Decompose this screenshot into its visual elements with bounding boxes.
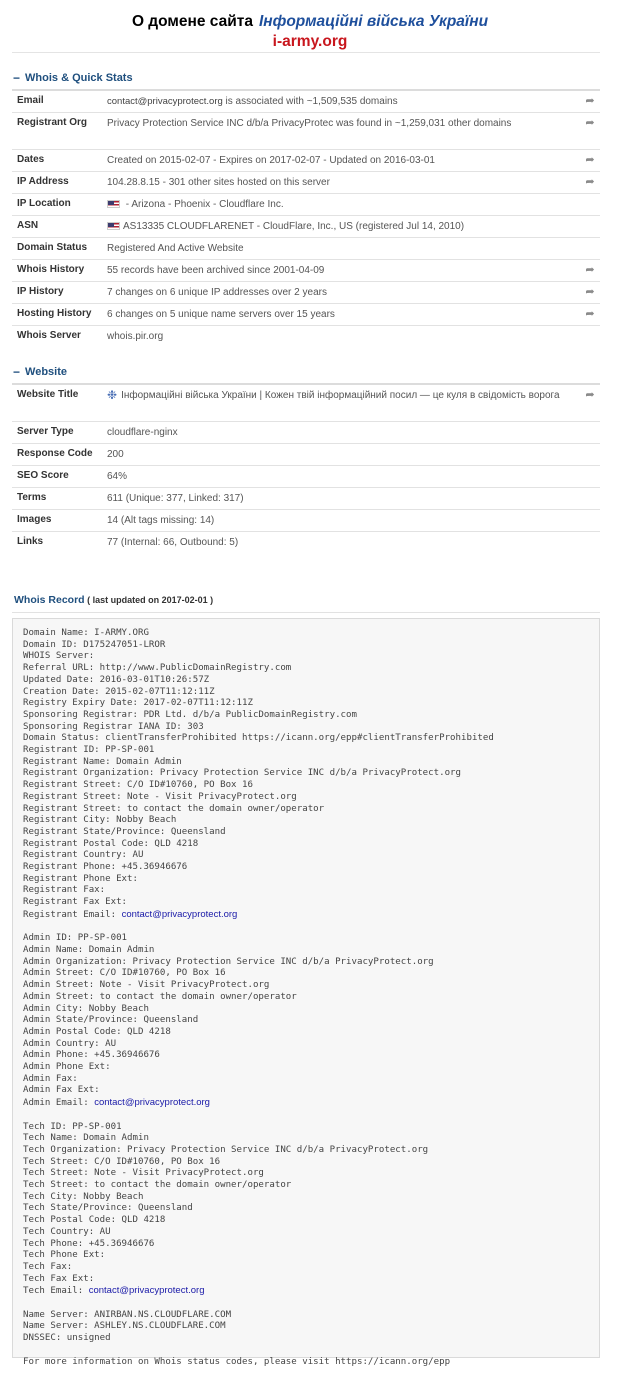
- share-arrow-icon: [580, 465, 600, 487]
- table-row: [12, 149, 600, 171]
- whois-line: Admin Postal Code: QLD 4218: [23, 1026, 171, 1037]
- whois-line: Admin Phone Ext:: [23, 1062, 111, 1073]
- share-arrow-icon[interactable]: ➦: [580, 259, 600, 281]
- whois-line: Tech Street: C/O ID#10760, PO Box 16: [23, 1156, 221, 1167]
- divider: [12, 52, 600, 53]
- whois-line: Admin Street: Note - Visit PrivacyProtect.org: [23, 980, 270, 991]
- whois-record-updated: ( last updated on 2017-02-01 ): [84, 595, 214, 605]
- section-title-whois: Whois & Quick Stats: [25, 72, 133, 84]
- row-value: 55 records have been archived since 2001-04-09: [107, 259, 580, 281]
- row-label: Registrant Org: [12, 112, 107, 149]
- row-value: 7 changes on 6 unique IP addresses over 2 years: [107, 281, 580, 303]
- share-arrow-icon[interactable]: ➦: [580, 90, 600, 112]
- table-row: [12, 531, 600, 553]
- table-row: [12, 384, 600, 421]
- divider: [12, 612, 600, 613]
- whois-line: For more information on Whois status codes, please visit https://icann.org/epp: [23, 1356, 451, 1367]
- table-row: [12, 303, 600, 325]
- whois-line: Registrant City: Nobby Beach: [23, 815, 177, 826]
- whois-line: Registrant Phone Ext:: [23, 873, 138, 884]
- row-label: IP Location: [12, 193, 107, 215]
- table-row: [12, 215, 600, 237]
- whois-line: Registrant Phone: +45.36946676: [23, 862, 188, 873]
- whois-line: Creation Date: 2015-02-07T11:12:11Z: [23, 686, 215, 697]
- share-arrow-icon[interactable]: ➦: [580, 171, 600, 193]
- whois-line: Registry Expiry Date: 2017-02-07T11:12:11Z: [23, 698, 253, 709]
- section-title-website: Website: [25, 366, 67, 378]
- row-label: Response Code: [12, 443, 107, 465]
- share-arrow-icon: [580, 215, 600, 237]
- table-row: [12, 465, 600, 487]
- table-row: [12, 325, 600, 347]
- whois-line: Domain Name: I-ARMY.ORG: [23, 628, 149, 638]
- site-favicon-icon: ❉: [107, 388, 118, 402]
- row-value: Privacy Protection Service INC d/b/a PrivacyProtec was found in ~1,259,031 other domains: [107, 112, 580, 149]
- row-value: cloudflare-nginx: [107, 421, 580, 443]
- site-domain: i-army.org: [272, 33, 348, 50]
- whois-line: Tech City: Nobby Beach: [23, 1191, 144, 1202]
- whois-email-link[interactable]: contact@privacyprotect.org: [94, 1097, 210, 1109]
- table-row: [12, 112, 600, 149]
- whois-stats-table: [12, 89, 600, 347]
- whois-email-link[interactable]: contact@privacyprotect.org: [88, 1285, 205, 1297]
- row-label: Server Type: [12, 421, 107, 443]
- whois-line: Registrant State/Province: Queensland: [23, 826, 226, 837]
- table-row: [12, 281, 600, 303]
- whois-line: Registrant Organization: Privacy Protection Service INC d/b/a PrivacyProtect.org: [23, 768, 461, 779]
- row-label: ASN: [12, 215, 107, 237]
- whois-line: Registrant Street: to contact the domain owner/operator: [23, 803, 325, 814]
- whois-line: Registrant Postal Code: QLD 4218: [23, 838, 199, 849]
- whois-line: Sponsoring Registrar IANA ID: 303: [23, 721, 204, 732]
- table-row: [12, 259, 600, 281]
- row-label: IP Address: [12, 171, 107, 193]
- whois-email-label: Registrant Email:: [23, 909, 122, 920]
- share-arrow-icon: [580, 531, 600, 553]
- row-value: Registered And Active Website: [107, 237, 580, 259]
- row-label: Images: [12, 509, 107, 531]
- whois-line: Registrant Country: AU: [23, 850, 144, 861]
- share-arrow-icon: [580, 443, 600, 465]
- share-arrow-icon[interactable]: ➦: [580, 112, 600, 149]
- whois-line: Registrant Street: Note - Visit PrivacyProtect.org: [23, 791, 297, 802]
- whois-record-text: [13, 619, 599, 1368]
- row-value: 104.28.8.15 - 301 other sites hosted on this server: [107, 171, 580, 193]
- whois-line: Admin Fax Ext:: [23, 1085, 100, 1096]
- whois-record-title: Whois Record ( last updated on 2017-02-01 ): [14, 594, 214, 606]
- row-label: Whois Server: [12, 325, 107, 347]
- whois-line: Tech Fax:: [23, 1261, 73, 1272]
- us-flag-icon: [107, 200, 120, 208]
- minus-icon: −: [13, 71, 21, 85]
- share-arrow-icon: [580, 487, 600, 509]
- whois-line: Tech Street: Note - Visit PrivacyProtect.org: [23, 1168, 264, 1179]
- share-arrow-icon: [580, 509, 600, 531]
- whois-line: Sponsoring Registrar: PDR Ltd. d/b/a PublicDomainRegistry.com: [23, 709, 357, 720]
- share-arrow-icon: [580, 193, 600, 215]
- minus-icon: −: [13, 365, 21, 379]
- row-value: contact@privacyprotect.org is associated with ~1,509,535 domains: [107, 90, 580, 112]
- whois-line: Tech Fax Ext:: [23, 1273, 95, 1284]
- whois-line: Referral URL: http://www.PublicDomainRegistry.com: [23, 663, 292, 674]
- whois-block: [23, 1357, 450, 1367]
- whois-line: Domain Status: clientTransferProhibited https://icann.org/epp#clientTransferProhibited: [23, 733, 494, 744]
- whois-line: Domain ID: D175247051-LROR: [23, 639, 166, 650]
- row-label: Website Title: [12, 384, 107, 421]
- row-value: ❉ Інформаційні війська України | Кожен твій інформаційний посил — це куля в свідомість ворога: [107, 384, 580, 421]
- whois-line: DNSSEC: unsigned: [23, 1333, 111, 1344]
- whois-line: Admin City: Nobby Beach: [23, 1003, 149, 1014]
- share-arrow-icon: [580, 421, 600, 443]
- page-header: [0, 12, 620, 52]
- whois-line: Admin Name: Domain Admin: [23, 944, 155, 955]
- whois-block: [23, 1122, 428, 1297]
- whois-line: WHOIS Server:: [23, 651, 95, 662]
- share-arrow-icon[interactable]: ➦: [580, 281, 600, 303]
- row-label: Domain Status: [12, 237, 107, 259]
- row-label: SEO Score: [12, 465, 107, 487]
- whois-line: Admin Organization: Privacy Protection Service INC d/b/a PrivacyProtect.org: [23, 956, 434, 967]
- table-row: [12, 443, 600, 465]
- share-arrow-icon: [580, 325, 600, 347]
- whois-line: Registrant ID: PP-SP-001: [23, 745, 155, 756]
- share-arrow-icon[interactable]: ➦: [580, 303, 600, 325]
- header-prefix: О домене сайта: [131, 13, 253, 30]
- share-arrow-icon: [580, 237, 600, 259]
- whois-line: Tech ID: PP-SP-001: [23, 1121, 122, 1132]
- whois-line: Admin Street: to contact the domain owner/operator: [23, 991, 297, 1002]
- whois-line: Admin State/Province: Queensland: [23, 1015, 199, 1026]
- whois-line: Tech Organization: Privacy Protection Service INC d/b/a PrivacyProtect.org: [23, 1144, 429, 1155]
- section-toggle-website[interactable]: [13, 365, 67, 379]
- whois-line: Registrant Street: C/O ID#10760, PO Box 16: [23, 780, 253, 791]
- section-toggle-whois[interactable]: [13, 71, 133, 85]
- row-value: 611 (Unique: 377, Linked: 317): [107, 487, 580, 509]
- row-value: 6 changes on 5 unique name servers over 15 years: [107, 303, 580, 325]
- row-value: AS13335 CLOUDFLARENET - CloudFlare, Inc., US (registered Jul 14, 2010): [107, 215, 580, 237]
- whois-record-box: [12, 618, 600, 1367]
- whois-line: Registrant Fax:: [23, 885, 106, 896]
- row-label: Dates: [12, 149, 107, 171]
- table-row: [12, 171, 600, 193]
- whois-line: Registrant Name: Domain Admin: [23, 756, 182, 767]
- whois-block: [23, 933, 434, 1108]
- whois-block: [23, 1310, 231, 1343]
- row-label: Links: [12, 531, 107, 553]
- whois-line: Admin Phone: +45.36946676: [23, 1050, 160, 1061]
- whois-line: Admin Country: AU: [23, 1038, 117, 1049]
- whois-line: Registrant Fax Ext:: [23, 897, 128, 908]
- row-value: 14 (Alt tags missing: 14): [107, 509, 580, 531]
- table-row: [12, 487, 600, 509]
- row-value: 200: [107, 443, 580, 465]
- row-value: 77 (Internal: 66, Outbound: 5): [107, 531, 580, 553]
- table-row: [12, 421, 600, 443]
- whois-line: Tech Country: AU: [23, 1226, 111, 1237]
- whois-line: Tech Street: to contact the domain owner/operator: [23, 1180, 292, 1191]
- whois-line: Admin Fax:: [23, 1073, 78, 1084]
- share-arrow-icon[interactable]: ➦: [580, 384, 600, 421]
- row-value: Created on 2015-02-07 - Expires on 2017-02-07 - Updated on 2016-03-01: [107, 149, 580, 171]
- whois-line: Admin ID: PP-SP-001: [23, 933, 128, 944]
- row-label: IP History: [12, 281, 107, 303]
- whois-line: Tech Name: Domain Admin: [23, 1133, 149, 1144]
- whois-line: Admin Street: C/O ID#10760, PO Box 16: [23, 968, 226, 979]
- row-label: Email: [12, 90, 107, 112]
- whois-line: Tech Phone Ext:: [23, 1250, 106, 1261]
- whois-line: Tech State/Province: Queensland: [23, 1203, 193, 1214]
- whois-line: Tech Postal Code: QLD 4218: [23, 1215, 166, 1226]
- whois-email-label: Admin Email:: [23, 1098, 95, 1109]
- email-link[interactable]: contact@privacyprotect.org: [107, 96, 223, 107]
- table-row: [12, 193, 600, 215]
- website-stats-table: [12, 383, 600, 553]
- row-value: whois.pir.org: [107, 325, 580, 347]
- table-row: [12, 90, 600, 112]
- site-brand: Інформаційні війська України: [258, 13, 489, 30]
- share-arrow-icon[interactable]: ➦: [580, 149, 600, 171]
- us-flag-icon: [107, 222, 120, 230]
- row-value: - Arizona - Phoenix - Cloudflare Inc.: [107, 193, 580, 215]
- row-value: 64%: [107, 465, 580, 487]
- table-row: [12, 237, 600, 259]
- row-label: Terms: [12, 487, 107, 509]
- table-row: [12, 509, 600, 531]
- whois-line: Updated Date: 2016-03-01T10:26:57Z: [23, 674, 210, 685]
- whois-email-link[interactable]: contact@privacyprotect.org: [121, 908, 238, 920]
- row-label: Hosting History: [12, 303, 107, 325]
- whois-line: Tech Phone: +45.36946676: [23, 1238, 155, 1249]
- whois-email-label: Tech Email:: [23, 1286, 89, 1297]
- whois-line: Name Server: ANIRBAN.NS.CLOUDFLARE.COM: [23, 1309, 232, 1320]
- whois-block: [23, 628, 494, 920]
- whois-line: Name Server: ASHLEY.NS.CLOUDFLARE.COM: [23, 1321, 226, 1332]
- row-label: Whois History: [12, 259, 107, 281]
